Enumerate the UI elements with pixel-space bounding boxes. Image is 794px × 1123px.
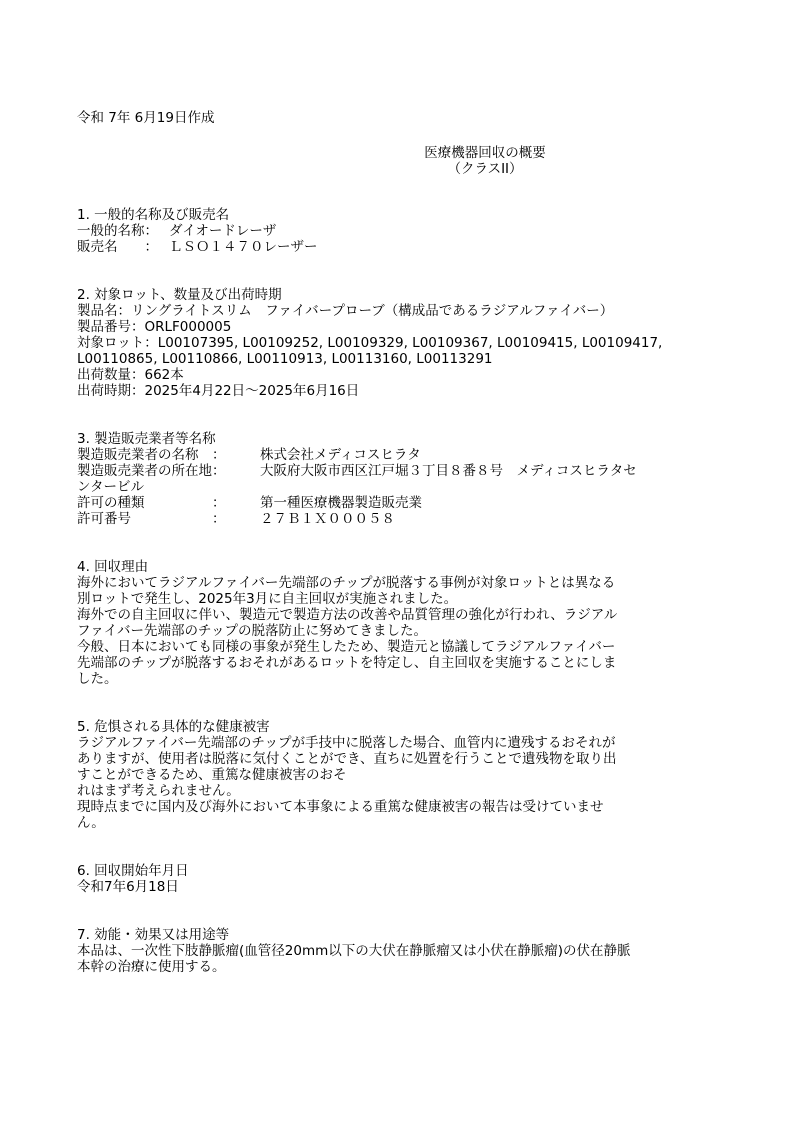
document-title: 医療機器回収の概要 [424,145,546,161]
row-label: 許可番号 ： [77,511,226,527]
section-5-line: ん。 [77,815,105,831]
section-3-row [77,511,395,527]
section-2-line: L00110865, L00110866, L00110913, L00113160, L00113291 [77,351,493,367]
row-label: 一般的名称： [77,223,158,239]
row-value: ダイオードレーザ [169,223,277,239]
section-4-line: 別ロットで発生し、2025年3月に自主回収が実施されました。 [77,591,458,607]
section-2-line: 製品名：リングライトスリム ファイバープローブ（構成品であるラジアルファイバー） [77,303,614,319]
section-3-row [77,447,421,463]
section-5-line: ラジアルファイバー先端部のチップが手技中に脱落した場合、血管内に遺残するおそれが [77,735,616,751]
row-value: ２７Ｂ１Ｘ０００５８ [260,511,395,527]
row-value: ンタービル [77,479,144,495]
section-2-line: 出荷時期：2025年4月22日～2025年6月16日 [77,383,360,399]
section-3-row [77,463,637,479]
creation-date: 令和 7年 6月19日作成 [77,110,215,126]
section-2-heading: 2. 対象ロット、数量及び出荷時期 [77,287,282,303]
section-3-row [77,479,144,495]
section-3-row [77,495,422,511]
section-4-line: 先端部のチップが脱落するおそれがあるロットを特定し、自主回収を実施することにしま [77,655,617,671]
row-label: 許可の種類 ： [77,495,226,511]
device-class: （クラスII） [447,161,523,177]
row-value: 第一種医療機器製造販売業 [260,495,422,511]
section-2-line: 対象ロット：L00107395, L00109252, L00109329, L00109367, L00109415, L00109417, [77,335,663,351]
section-5-line: れはまず考えられません。 [77,783,240,799]
section-1-heading: 1. 一般的名称及び販売名 [77,207,230,223]
section-7-heading: 7. 効能・効果又は用途等 [77,927,230,943]
section-5-line: ありますが、使用者は脱落に気付くことができ、直ちに処置を行うことで遺残物を取り出 [77,751,617,767]
section-7-line: 本品は、一次性下肢静脈瘤(血管径20mm以下の大伏在静脈瘤又は小伏在静脈瘤)の伏在静脈 [77,943,631,959]
section-2-line: 出荷数量：662本 [77,367,184,383]
section-4-line: ファイバー先端部のチップの脱落防止に努めてきました。 [77,623,428,639]
row-label: 製造販売業者の名称 ： [77,447,226,463]
section-6-heading: 6. 回収開始年月日 [77,863,189,879]
row-label: 製造販売業者の所在地： [77,463,226,479]
section-6-line: 令和7年6月18日 [77,879,179,895]
row-value: 大阪府大阪市西区江戸堀３丁目８番８号 メディコスヒラタセ [260,463,637,479]
section-4-heading: 4. 回収理由 [77,559,149,575]
section-4-line: した。 [77,671,118,687]
document-title-block [380,145,590,177]
row-value: ＬＳＯ１４７０レーザー [169,239,318,255]
section-4-line: 今般、日本においても同様の事象が発生したため、製造元と協議してラジアルファイバー [77,639,616,655]
section-1-row [77,223,276,239]
section-7-line: 本幹の治療に使用する。 [77,959,226,975]
section-5-heading: 5. 危惧される具体的な健康被害 [77,719,270,735]
row-label: 販売名 ： [77,239,158,255]
section-4-line: 海外においてラジアルファイバー先端部のチップが脱落する事例が対象ロットとは異なる [77,575,616,591]
section-5-line: 現時点までに国内及び海外において本事象による重篤な健康被害の報告は受けていませ [77,799,604,815]
section-2-line: 製品番号：ORLF000005 [77,319,232,335]
section-4-line: 海外での自主回収に伴い、製造元で製造方法の改善や品質管理の強化が行われ、ラジアル [77,607,618,623]
section-5-line: すことができるため、重篤な健康被害のおそ [77,767,347,783]
row-value: 株式会社メディコスヒラタ [260,447,421,463]
section-1-row [77,239,318,255]
section-3-heading: 3. 製造販売業者等名称 [77,431,216,447]
